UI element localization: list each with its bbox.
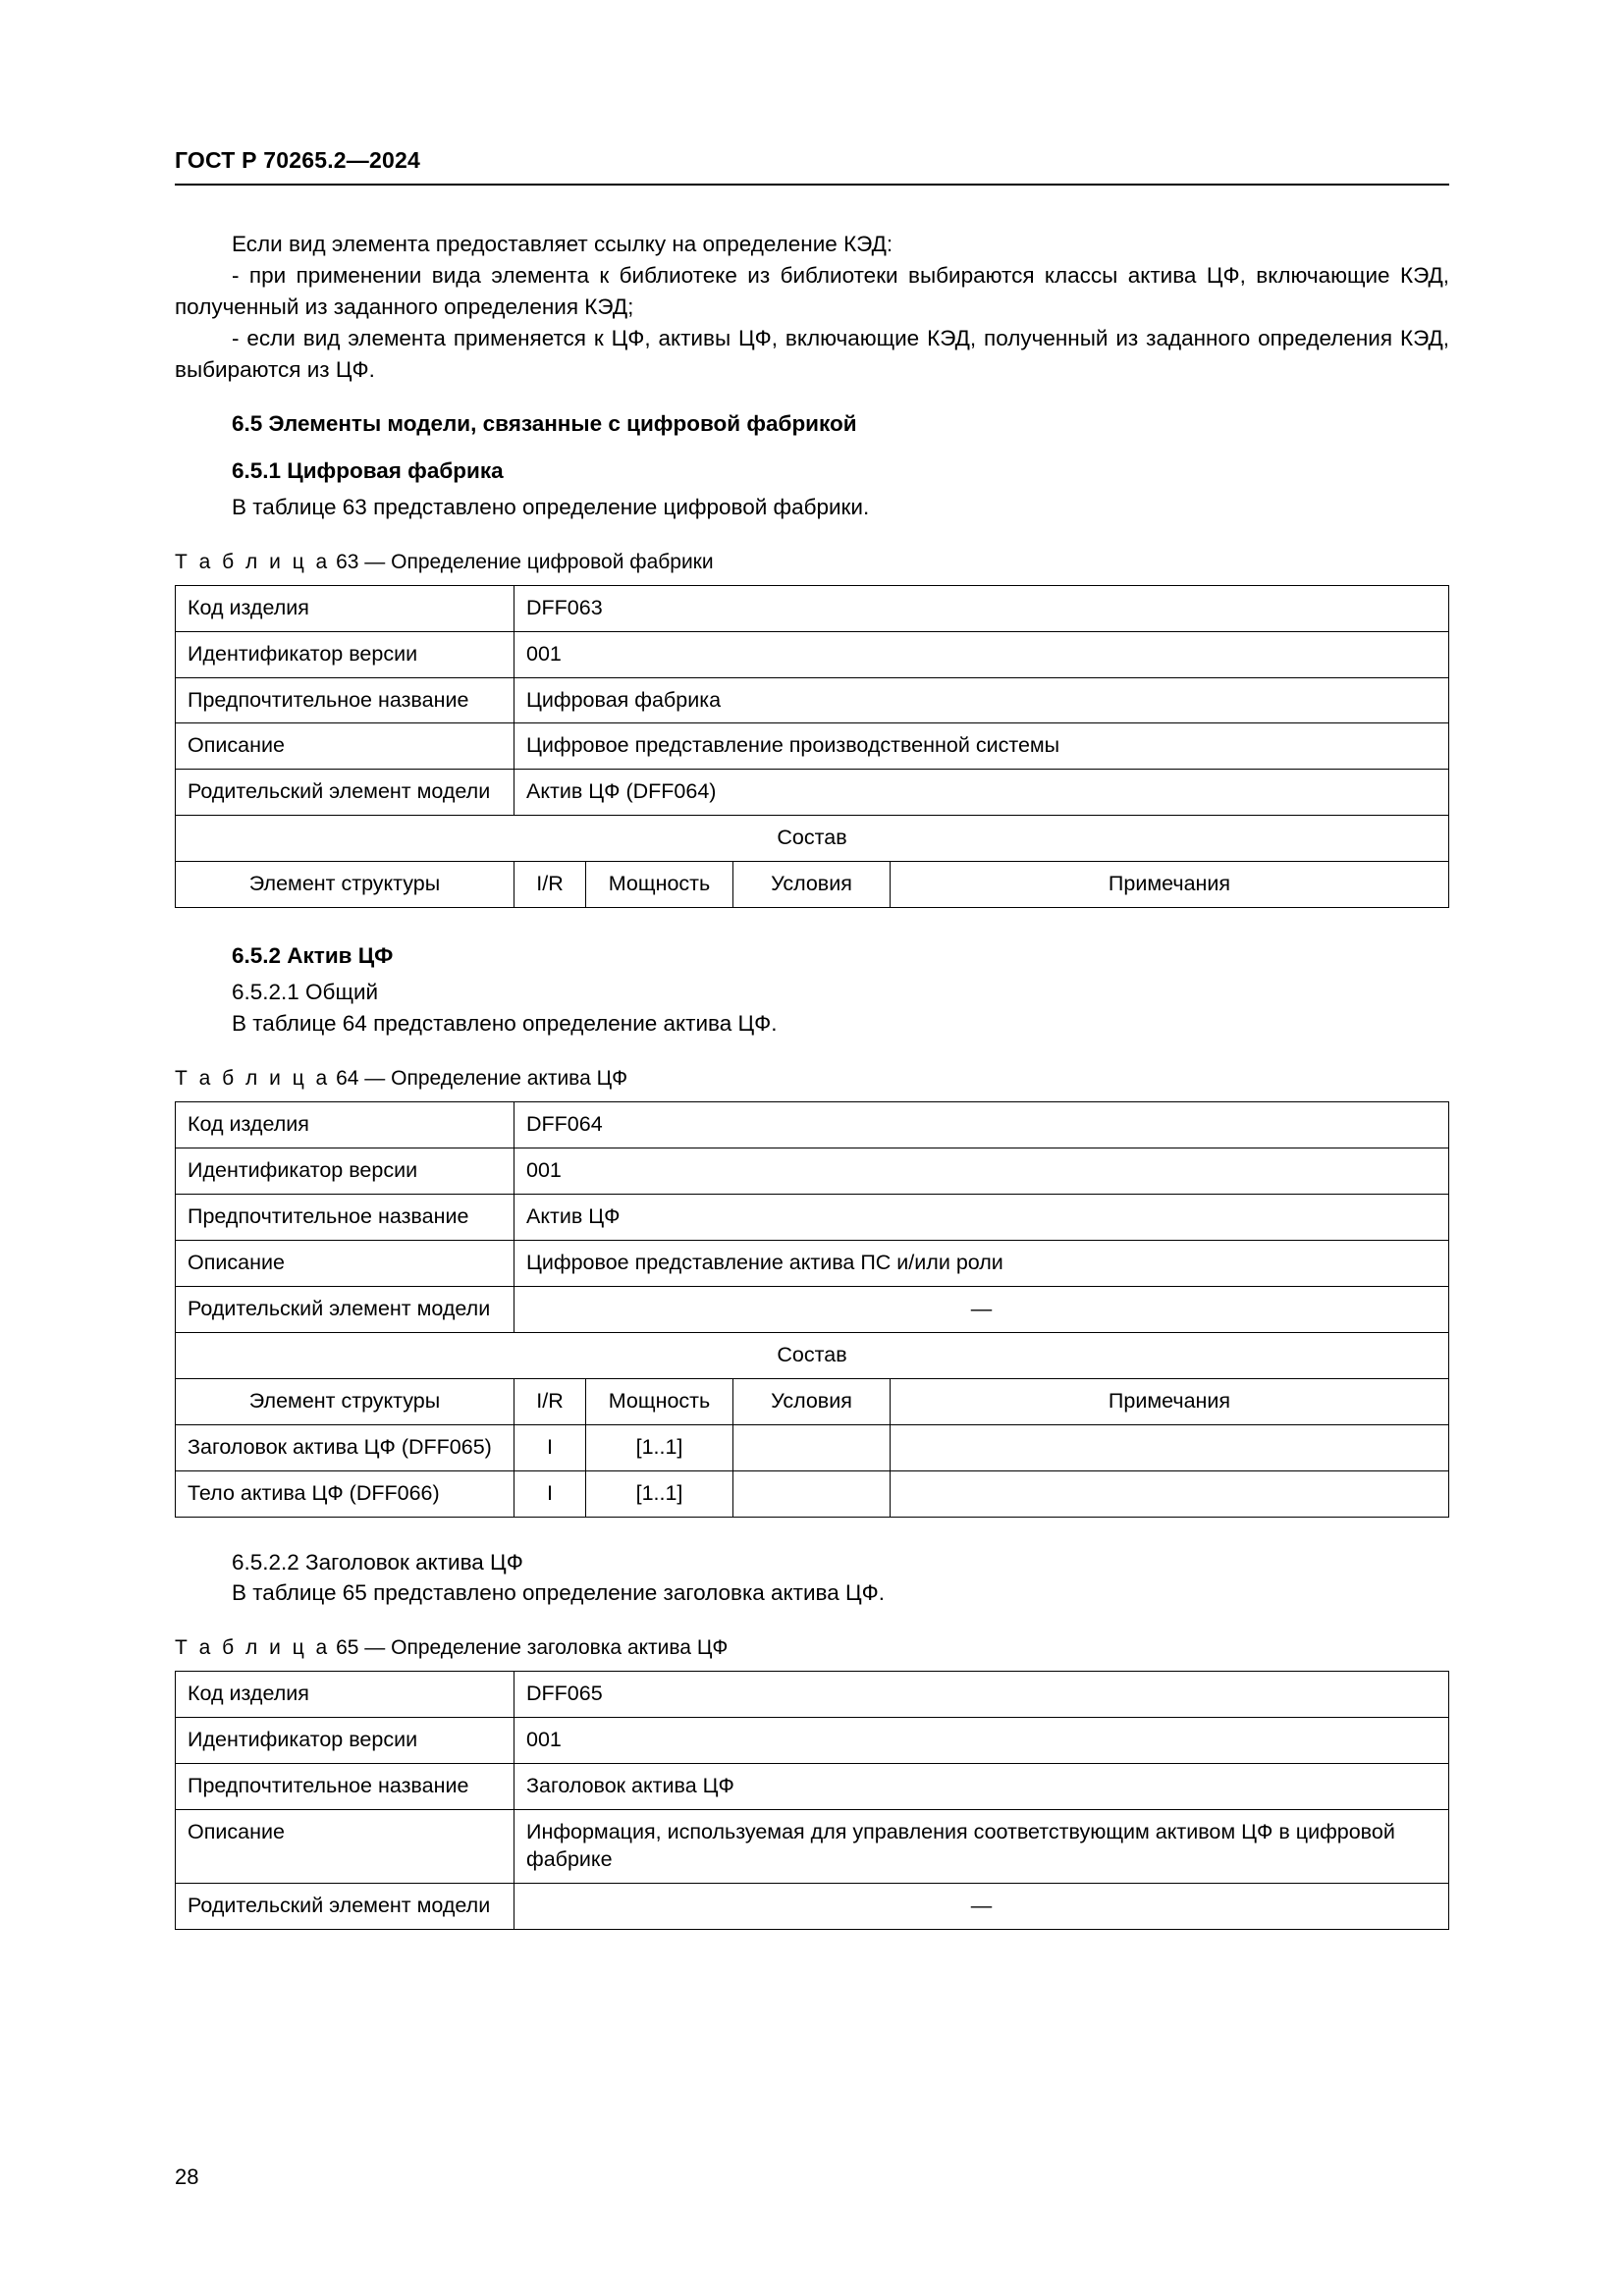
table-row	[176, 585, 1449, 631]
table-64-col-3: Условия	[733, 1378, 891, 1424]
table-65-value-0: DFF065	[514, 1672, 1449, 1718]
table-64-value-1: 001	[514, 1148, 1449, 1195]
table-65-caption	[175, 1636, 1449, 1660]
table-64-caption-prefix: Т а б л и ц а	[175, 1067, 331, 1091]
table-row	[176, 631, 1449, 677]
table-65-value-4: —	[514, 1884, 1449, 1930]
paragraph-6-5-2-2: В таблице 65 представлено определение заголовка актива ЦФ.	[232, 1580, 885, 1606]
table-64-comp-0-power: [1..1]	[586, 1424, 733, 1470]
paragraph-6-5-1: В таблице 63 представлено определение цифровой фабрики.	[232, 494, 870, 519]
table-64-col-1: I/R	[514, 1378, 586, 1424]
table-row	[176, 770, 1449, 816]
table-63-label-3: Описание	[176, 723, 514, 770]
table-64-col-2: Мощность	[586, 1378, 733, 1424]
table-64	[175, 1101, 1449, 1517]
table-63-label-1: Идентификатор версии	[176, 631, 514, 677]
table-row	[176, 1884, 1449, 1930]
table-64-label-2: Предпочтительное название	[176, 1194, 514, 1240]
table-63-label-4: Родительский элемент модели	[176, 770, 514, 816]
table-64-caption-number: 64	[336, 1067, 359, 1091]
table-row	[176, 723, 1449, 770]
table-64-comp-0-conditions	[733, 1424, 891, 1470]
table-63-value-2: Цифровая фабрика	[514, 677, 1449, 723]
table-65-label-2: Предпочтительное название	[176, 1764, 514, 1810]
table-64-comp-0-element: Заголовок актива ЦФ (DFF065)	[176, 1424, 514, 1470]
table-63-caption	[175, 551, 1449, 574]
table-65-label-0: Код изделия	[176, 1672, 514, 1718]
table-row	[176, 1148, 1449, 1195]
table-64-caption	[175, 1067, 1449, 1091]
bullet-paragraph-1: - при применении вида элемента к библиотеке из библиотеки выбираются классы актива ЦФ, включающие КЭД, полученный из заданного определения КЭД;	[175, 262, 1449, 319]
table-row	[176, 1332, 1449, 1378]
table-64-comp-1-ir: I	[514, 1470, 586, 1517]
section-heading-6-5-2: 6.5.2 Актив ЦФ	[232, 943, 394, 969]
table-65-caption-prefix: Т а б л и ц а	[175, 1636, 331, 1660]
table-64-comp-1-element: Тело актива ЦФ (DFF066)	[176, 1470, 514, 1517]
table-63-caption-number: 63	[336, 550, 359, 573]
table-65-caption-number: 65	[336, 1636, 359, 1660]
table-63-label-0: Код изделия	[176, 585, 514, 631]
table-65-value-3: Информация, используемая для управления соответствующим активом ЦФ в цифровой фабрике	[514, 1810, 1449, 1884]
table-row	[176, 816, 1449, 862]
table-64-sostav-title: Состав	[176, 1332, 1449, 1378]
table-64-value-2: Актив ЦФ	[514, 1194, 1449, 1240]
table-65-label-1: Идентификатор версии	[176, 1718, 514, 1764]
table-65-label-3: Описание	[176, 1810, 514, 1884]
table-64-comp-1-conditions	[733, 1470, 891, 1517]
table-row	[176, 1672, 1449, 1718]
table-65-value-1: 001	[514, 1718, 1449, 1764]
table-row	[176, 1102, 1449, 1148]
section-heading-6-5: 6.5 Элементы модели, связанные с цифровой фабрикой	[232, 410, 857, 436]
table-63-value-0: DFF063	[514, 585, 1449, 631]
table-64-label-1: Идентификатор версии	[176, 1148, 514, 1195]
table-64-caption-text: — Определение актива ЦФ	[364, 1067, 628, 1091]
table-64-col-4: Примечания	[891, 1378, 1449, 1424]
table-64-comp-1-notes	[891, 1470, 1449, 1517]
table-63-label-2: Предпочтительное название	[176, 677, 514, 723]
section-heading-6-5-2-1: 6.5.2.1 Общий	[232, 980, 379, 1005]
table-row	[176, 677, 1449, 723]
page-header: ГОСТ Р 70265.2—2024	[175, 147, 1449, 186]
table-row	[176, 1470, 1449, 1517]
table-63-col-1: I/R	[514, 862, 586, 908]
table-63-value-4: Актив ЦФ (DFF064)	[514, 770, 1449, 816]
table-63-col-0: Элемент структуры	[176, 862, 514, 908]
bullet-paragraph-2: - если вид элемента применяется к ЦФ, активы ЦФ, включающие КЭД, полученный из заданного определения КЭД, выбираются из ЦФ.	[175, 325, 1449, 382]
table-row	[176, 1240, 1449, 1286]
table-row	[176, 1286, 1449, 1332]
table-63-col-2: Мощность	[586, 862, 733, 908]
section-heading-6-5-1: 6.5.1 Цифровая фабрика	[232, 457, 504, 483]
table-64-comp-1-power: [1..1]	[586, 1470, 733, 1517]
table-row	[176, 1194, 1449, 1240]
table-64-comp-0-ir: I	[514, 1424, 586, 1470]
table-row	[176, 1718, 1449, 1764]
table-64-value-4: —	[514, 1286, 1449, 1332]
table-65-caption-text: — Определение заголовка актива ЦФ	[364, 1636, 729, 1660]
table-65-label-4: Родительский элемент модели	[176, 1884, 514, 1930]
table-63	[175, 585, 1449, 909]
table-65	[175, 1671, 1449, 1930]
table-64-label-0: Код изделия	[176, 1102, 514, 1148]
table-63-caption-prefix: Т а б л и ц а	[175, 550, 331, 573]
table-64-label-4: Родительский элемент модели	[176, 1286, 514, 1332]
intro-paragraph: Если вид элемента предоставляет ссылку на определение КЭД:	[232, 232, 893, 256]
paragraph-6-5-2-1: В таблице 64 представлено определение актива ЦФ.	[232, 1011, 778, 1037]
table-64-value-0: DFF064	[514, 1102, 1449, 1148]
table-64-label-3: Описание	[176, 1240, 514, 1286]
table-header-row	[176, 1378, 1449, 1424]
table-63-col-3: Условия	[733, 862, 891, 908]
table-63-sostav-title: Состав	[176, 816, 1449, 862]
table-64-value-3: Цифровое представление актива ПС и/или роли	[514, 1240, 1449, 1286]
table-header-row	[176, 862, 1449, 908]
section-heading-6-5-2-2: 6.5.2.2 Заголовок актива ЦФ	[232, 1549, 523, 1575]
table-63-caption-text: — Определение цифровой фабрики	[364, 550, 714, 573]
table-row	[176, 1764, 1449, 1810]
table-row	[176, 1424, 1449, 1470]
table-65-value-2: Заголовок актива ЦФ	[514, 1764, 1449, 1810]
table-63-value-3: Цифровое представление производственной системы	[514, 723, 1449, 770]
table-row	[176, 1810, 1449, 1884]
page-number: 28	[175, 2164, 199, 2189]
table-63-value-1: 001	[514, 631, 1449, 677]
table-64-col-0: Элемент структуры	[176, 1378, 514, 1424]
table-63-col-4: Примечания	[891, 862, 1449, 908]
table-64-comp-0-notes	[891, 1424, 1449, 1470]
